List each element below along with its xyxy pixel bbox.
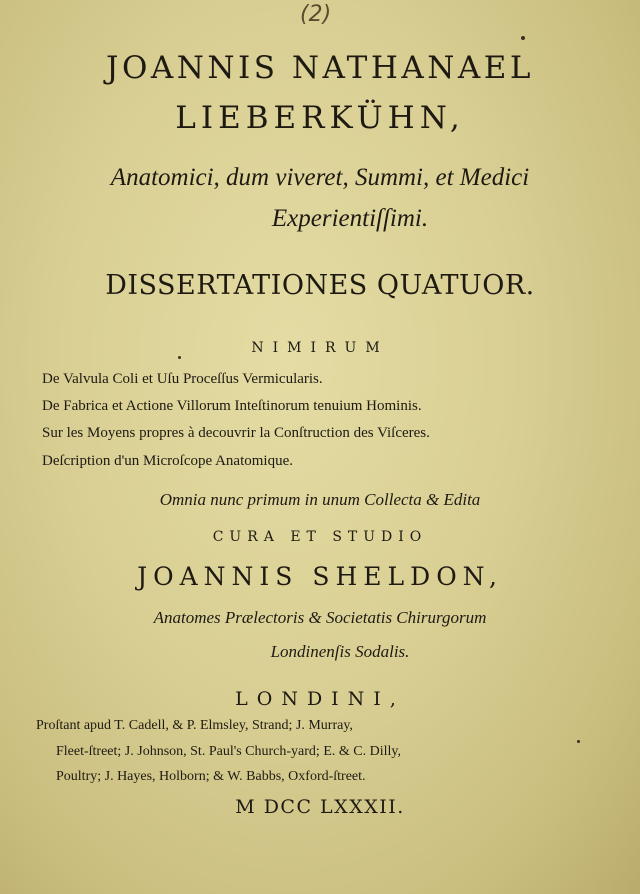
- handwritten-annotation: (2): [300, 2, 332, 27]
- place-of-publication: LONDINI,: [235, 688, 405, 710]
- author-name-line2: LIEBERKÜHN,: [175, 100, 465, 136]
- editor-title-line1: Anatomes Prælectoris & Societatis Chirurgorum: [153, 608, 487, 627]
- imprint-line-1: Proſtant apud T. Cadell, & P. Elmsley, Strand; J. Murray,: [36, 718, 353, 733]
- main-title: DISSERTATIONES QUATUOR.: [105, 270, 535, 301]
- publication-date: M DCC LXXXII.: [235, 796, 405, 818]
- nimirum-heading: NIMIRUM: [251, 340, 389, 356]
- ink-speck: [521, 36, 525, 40]
- cura-line: CURA ET STUDIO: [212, 529, 428, 545]
- ink-speck: [577, 740, 580, 743]
- contents-item-2: De Fabrica et Actione Villorum Inteſtinorum tenuium Hominis.: [42, 398, 422, 414]
- editor-name: JOANNIS SHELDON,: [137, 562, 503, 591]
- imprint-line-2: Fleet-ſtreet; J. Johnson, St. Paul's Church-yard; E. & C. Dilly,: [56, 744, 401, 759]
- omnia-line: Omnia nunc primum in unum Collecta & Edita: [159, 490, 481, 509]
- contents-item-4: Deſcription d'un Microſcope Anatomique.: [42, 453, 293, 469]
- epithet-line2: Experientiſſimi.: [271, 205, 429, 232]
- epithet-line1: Anatomici, dum viveret, Summi, et Medici: [110, 164, 530, 191]
- imprint-line-3: Poultry; J. Hayes, Holborn; & W. Babbs, Oxford-ſtreet.: [56, 769, 366, 784]
- contents-item-3: Sur les Moyens propres à decouvrir la Conſtruction des Viſceres.: [42, 425, 430, 441]
- author-name-line1: JOANNIS NATHANAEL: [106, 50, 534, 86]
- editor-title-line2: Londinenſis Sodalis.: [270, 642, 410, 661]
- ink-speck: [178, 356, 181, 359]
- contents-item-1: De Valvula Coli et Uſu Proceſſus Vermicularis.: [42, 371, 323, 387]
